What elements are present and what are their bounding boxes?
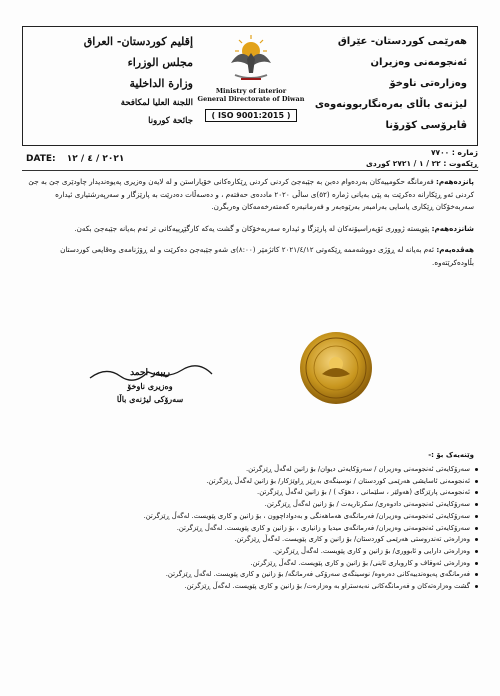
official-gold-seal-icon [296,328,376,408]
cc-item-text: سەرۆکایەتی ئەنجومەنی وەزیران / سەرۆکایەتی دیوان/ بۆ زانین لەگەڵ ڕێزگرتن. [246,465,470,473]
letterhead-center [193,29,309,122]
bullet-icon [475,573,478,576]
header-divider [22,170,478,171]
cc-item-text: ئەنجومەنی ئاسایشی هەرێمی کوردستان / نوسینگەی بەڕێز ڕاوێژکار/ بۆ زانین لەگەڵ ڕێزگرتن. [206,476,470,485]
cc-item-text: سەرۆکایەتی ئەنجومەنی وەزیران/ فەرمانگەی میدیا و زانیاری ، بۆ زانین و کاری پێویست. لەگەڵ ڕێزگرتن. [176,523,470,532]
cc-item-text: وەزارەتی دارایی و ئابووری/ بۆ زانین و کاری پێویست. لەگەڵ ڕێزگرتن. [272,546,470,555]
bullet-icon [475,491,478,494]
letterhead-box [22,26,478,146]
date-label: DATE: [26,154,56,164]
cc-item [38,569,478,581]
paragraph-16-text: پێویستە ژووری ئۆپەراسیۆنەکان لە پارێزگا و ئیدارە سەربەخۆکان و گشت یەکە کارگێڕییەکانی تر ئەم بەیانە جێبەجێ بکەن. [74,223,430,233]
iso-badge: ( ISO 9001:2015 ) [205,109,298,122]
arabic-committee-line: اللجنة العليا لمكافحة [120,98,193,108]
paragraph-15-text: فەرمانگە حکومییەکان بەردەوام دەبن بە جێبەجێ کردنی کردنی ڕێکارەکانی خۆپاراستن و لە لایەن وەزیری پەیوەندیدار چاودێری جێ بە جێ کردنی ئەو ڕێکارانە دەکرێت بە پێی بەیانی ژمارە (٥٢)ی ساڵی ٢٠٢٠ ماددەی حەفتەم ، و دەسەڵات دەدرێت بە پارێزگار و سەرپەرشتیاری ئیدارە سەربەخۆکان ڕێکاری یاسایی بەرامبەر بەرێوەبەر و فەرمانبەرە کەمتەرخەمەکان وەربگرن. [28,177,474,211]
kurdish-committee-line: لیژنەی باڵای بەرەنگاربوونەوەی [314,99,467,110]
paragraph-16-label: شانزدەهەم: [431,223,474,233]
cc-item [38,464,478,476]
bullet-icon [475,562,478,565]
cc-item [38,546,478,558]
arabic-council-line: مجلس الوزراء [127,56,193,69]
document-reference-date: ڕێکەوت : ٢٢ / ١ / ٢٧٢١ کوردی [366,159,478,168]
arabic-ministry-line: وزارة الداخلية [129,77,193,90]
paragraph-17-label: هەڤدەیەم: [436,245,474,254]
bullet-icon [475,515,478,518]
bullet-icon [475,527,478,530]
cc-item-text: وەزارەتی تەندروستی هەرێمی کوردستان/ بۆ زانین و کاری پێویست. لەگەڵ ڕێزگرتن. [234,535,470,544]
paragraph-16 [26,223,474,236]
arabic-corona-line: جائحة كورونا [148,116,193,126]
bullet-icon [475,550,478,553]
bullet-icon [475,585,478,588]
cc-item-text: گشت وەزارەتەکان و فەرمانگەکانی نەبەستراو بە وەزارەت/ بۆ زانین و کاری پێویست. لەگەڵ ڕێزگرتن. [184,582,470,591]
kurdistan-emblem-icon [221,29,281,87]
cc-item-text: وەزارەتی ئەوقاف و کاروباری ئاینی/ بۆ زانین و کاری پێویست. لەگەڵ ڕێزگرتن. [250,558,470,567]
kurdish-council-line: ئەنجومەنی وەزیران [370,57,467,68]
bullet-icon [475,468,478,471]
cc-item-text: ئەنجومەنی پارێزگای (هەولێر ، سلێمانی ، دهۆک ) / بۆ زانین لەگەڵ ڕێزگرتن. [257,488,470,497]
arabic-region-line: إقليم كوردستان- العراق [83,35,193,48]
bullet-icon [475,503,478,506]
cc-title: وێنەیەک بۆ :- [428,451,474,459]
document-number: ژمارە : ٧٧٠٠ [430,148,478,157]
decision-body [26,176,474,278]
signatory-name: ریبەر احمد [130,368,170,378]
cc-item [38,487,478,499]
kurdish-corona-line: ڤایرۆسی کۆرۆنا [385,120,467,131]
signature-scribble-icon [86,362,216,384]
paragraph-15 [26,176,474,214]
bullet-icon [475,538,478,541]
cc-item-text: سەرۆکایەتی ئەنجومەنی وەزیران/ فەرمانگەی هەماهەنگی و بەدواداچوون ، بۆ زانین و کاری پێویست. لەگەڵ ڕێزگرتن. [143,511,470,520]
ministry-english-line: Ministry of interior [215,87,287,95]
cc-item [38,558,478,570]
signature-block [100,366,200,406]
cc-item [38,476,478,488]
cc-item-text: فەرمانگەی پەیوەندییەکانی دەرەوە/ نوسینگەی سەرۆکی فەرمانگە/ بۆ زانین و کاری پێویست. لەگەڵ ڕێزگرتن. [165,570,470,579]
directorate-english-line: General Directorate of Diwan [197,95,305,103]
letterhead-kurdish [307,31,467,136]
letterhead-arabic [33,31,193,130]
cc-item [38,523,478,535]
cc-item [38,534,478,546]
cc-item [38,499,478,511]
kurdish-region-line: هەرێمی کوردستان- عێراق [337,36,467,47]
kurdish-ministry-line: وەزارەتی ناوخۆ [389,78,467,89]
document-date [26,154,124,164]
cc-item-text: سەرۆکایەتی ئەنجومەنی دادوەری/ سکرتاریەت / بۆ زانین لەگەڵ ڕێزگرتن. [264,500,470,509]
paragraph-17-text: ئەم بەیانە لە ڕۆژی دووشەممە ڕێکەوتی ٢٠٢١/٤/١٢ کاتژمێر (٨:٠٠)ی شەو جێبەجێ دەکرێت و لە ڕۆژنامەی وەقایعی کوردستان بڵاودەکرێتەوە. [60,245,474,267]
bullet-icon [475,480,478,483]
paragraph-17 [26,244,474,269]
date-value: ٢٠٢١ / ٤ / ١٢ [66,154,125,164]
cc-item [38,581,478,593]
cc-list [38,464,478,593]
signatory-role-chair: سەرۆکی لیژنەی باڵا [116,394,184,404]
signatory-role-minister: وەزیری ناوخۆ [127,381,173,391]
cc-item [38,511,478,523]
paragraph-15-label: پانزدەهەم: [436,177,474,186]
